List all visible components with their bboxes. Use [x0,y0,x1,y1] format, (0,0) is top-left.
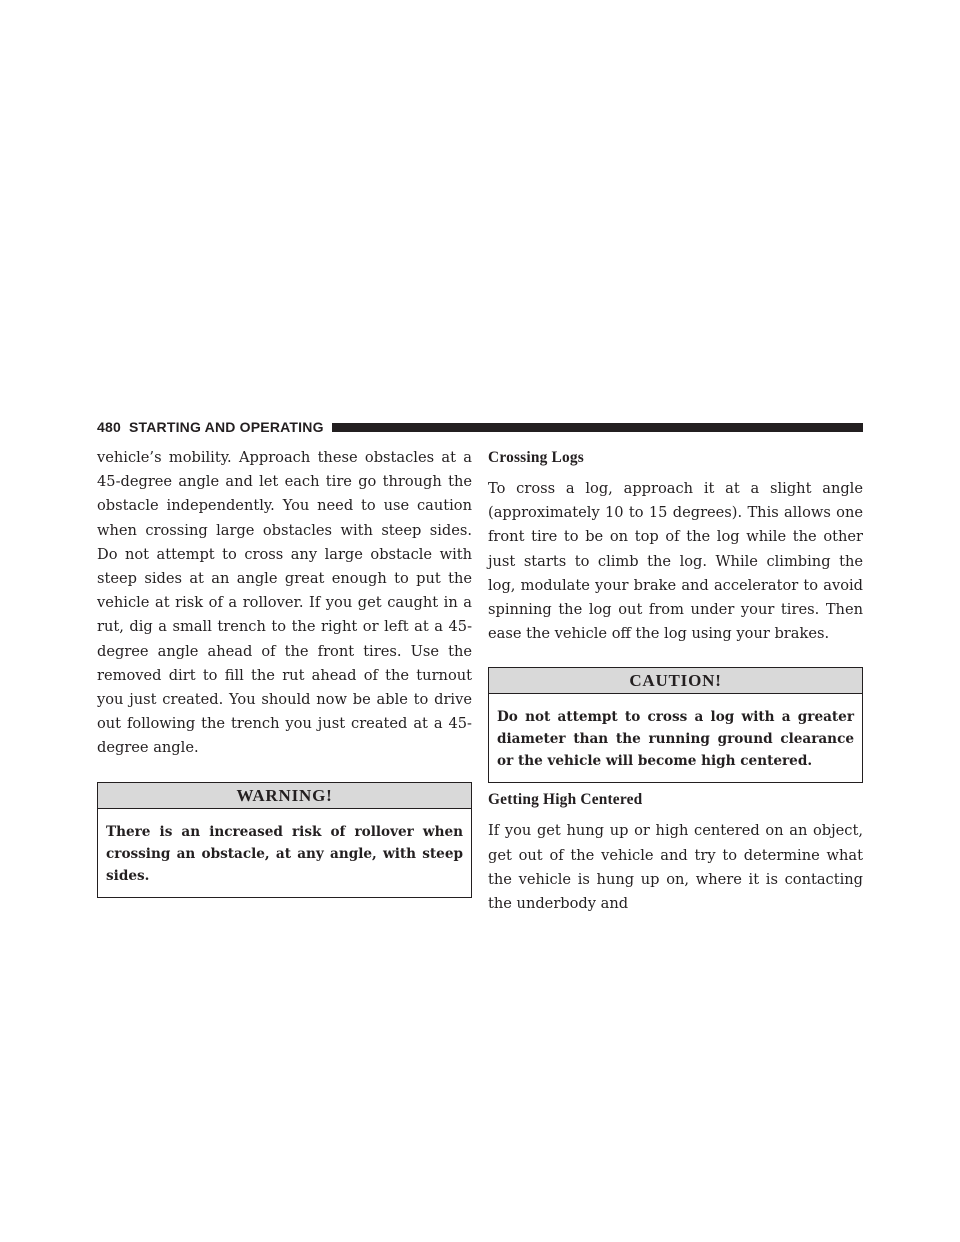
high-centered-paragraph: If you get hung up or high centered on an object, get out of the vehicle and try to determine what the vehicle is hung up on, where it is contacting the underbody and [488,822,863,913]
warning-box [97,782,472,898]
caution-title: CAUTION! [489,668,862,694]
crossing-logs-heading: Crossing Logs [488,449,584,466]
right-column [488,446,863,916]
warning-text: There is an increased risk of rollover when crossing an obstacle, at any angle, with steep sides. [106,823,463,884]
crossing-logs-paragraph: To cross a log, approach it at a slight angle (approximately 10 to 15 degrees). This allows one front tire to be on top of the log while the other just starts to climb the log. While climbing the log, modulate your brake and accelerator to avoid spinning the log out from under your tires. Then ease the vehicle off the log using your brakes. [488,480,863,643]
page-header [97,418,863,436]
page-number: 480 [97,419,121,435]
header-rule [332,423,863,432]
section-title: STARTING AND OPERATING [128,419,324,435]
left-column [97,446,472,898]
caution-box [488,667,863,783]
obstacle-paragraph: vehicle’s mobility. Approach these obstacles at a 45-degree angle and let each tire go through the obstacle independently. You need to use caution when crossing large obstacles with steep sides. Do not attempt to cross any large obstacle with steep sides at an angle great enough to put the vehicle at risk of a rollover. If you get caught in a rut, dig a small trench to the right or left at a 45-degree angle ahead of the front tires. Use the removed dirt to fill the rut ahead of the turnout you just created. You should now be able to drive out following the trench you just created at a 45-degree angle. [97,449,472,757]
caution-text: Do not attempt to cross a log with a greater diameter than the running ground clearance or the vehicle will become high centered. [497,709,854,770]
high-centered-heading: Getting High Centered [488,791,643,809]
warning-title: WARNING! [98,783,471,809]
